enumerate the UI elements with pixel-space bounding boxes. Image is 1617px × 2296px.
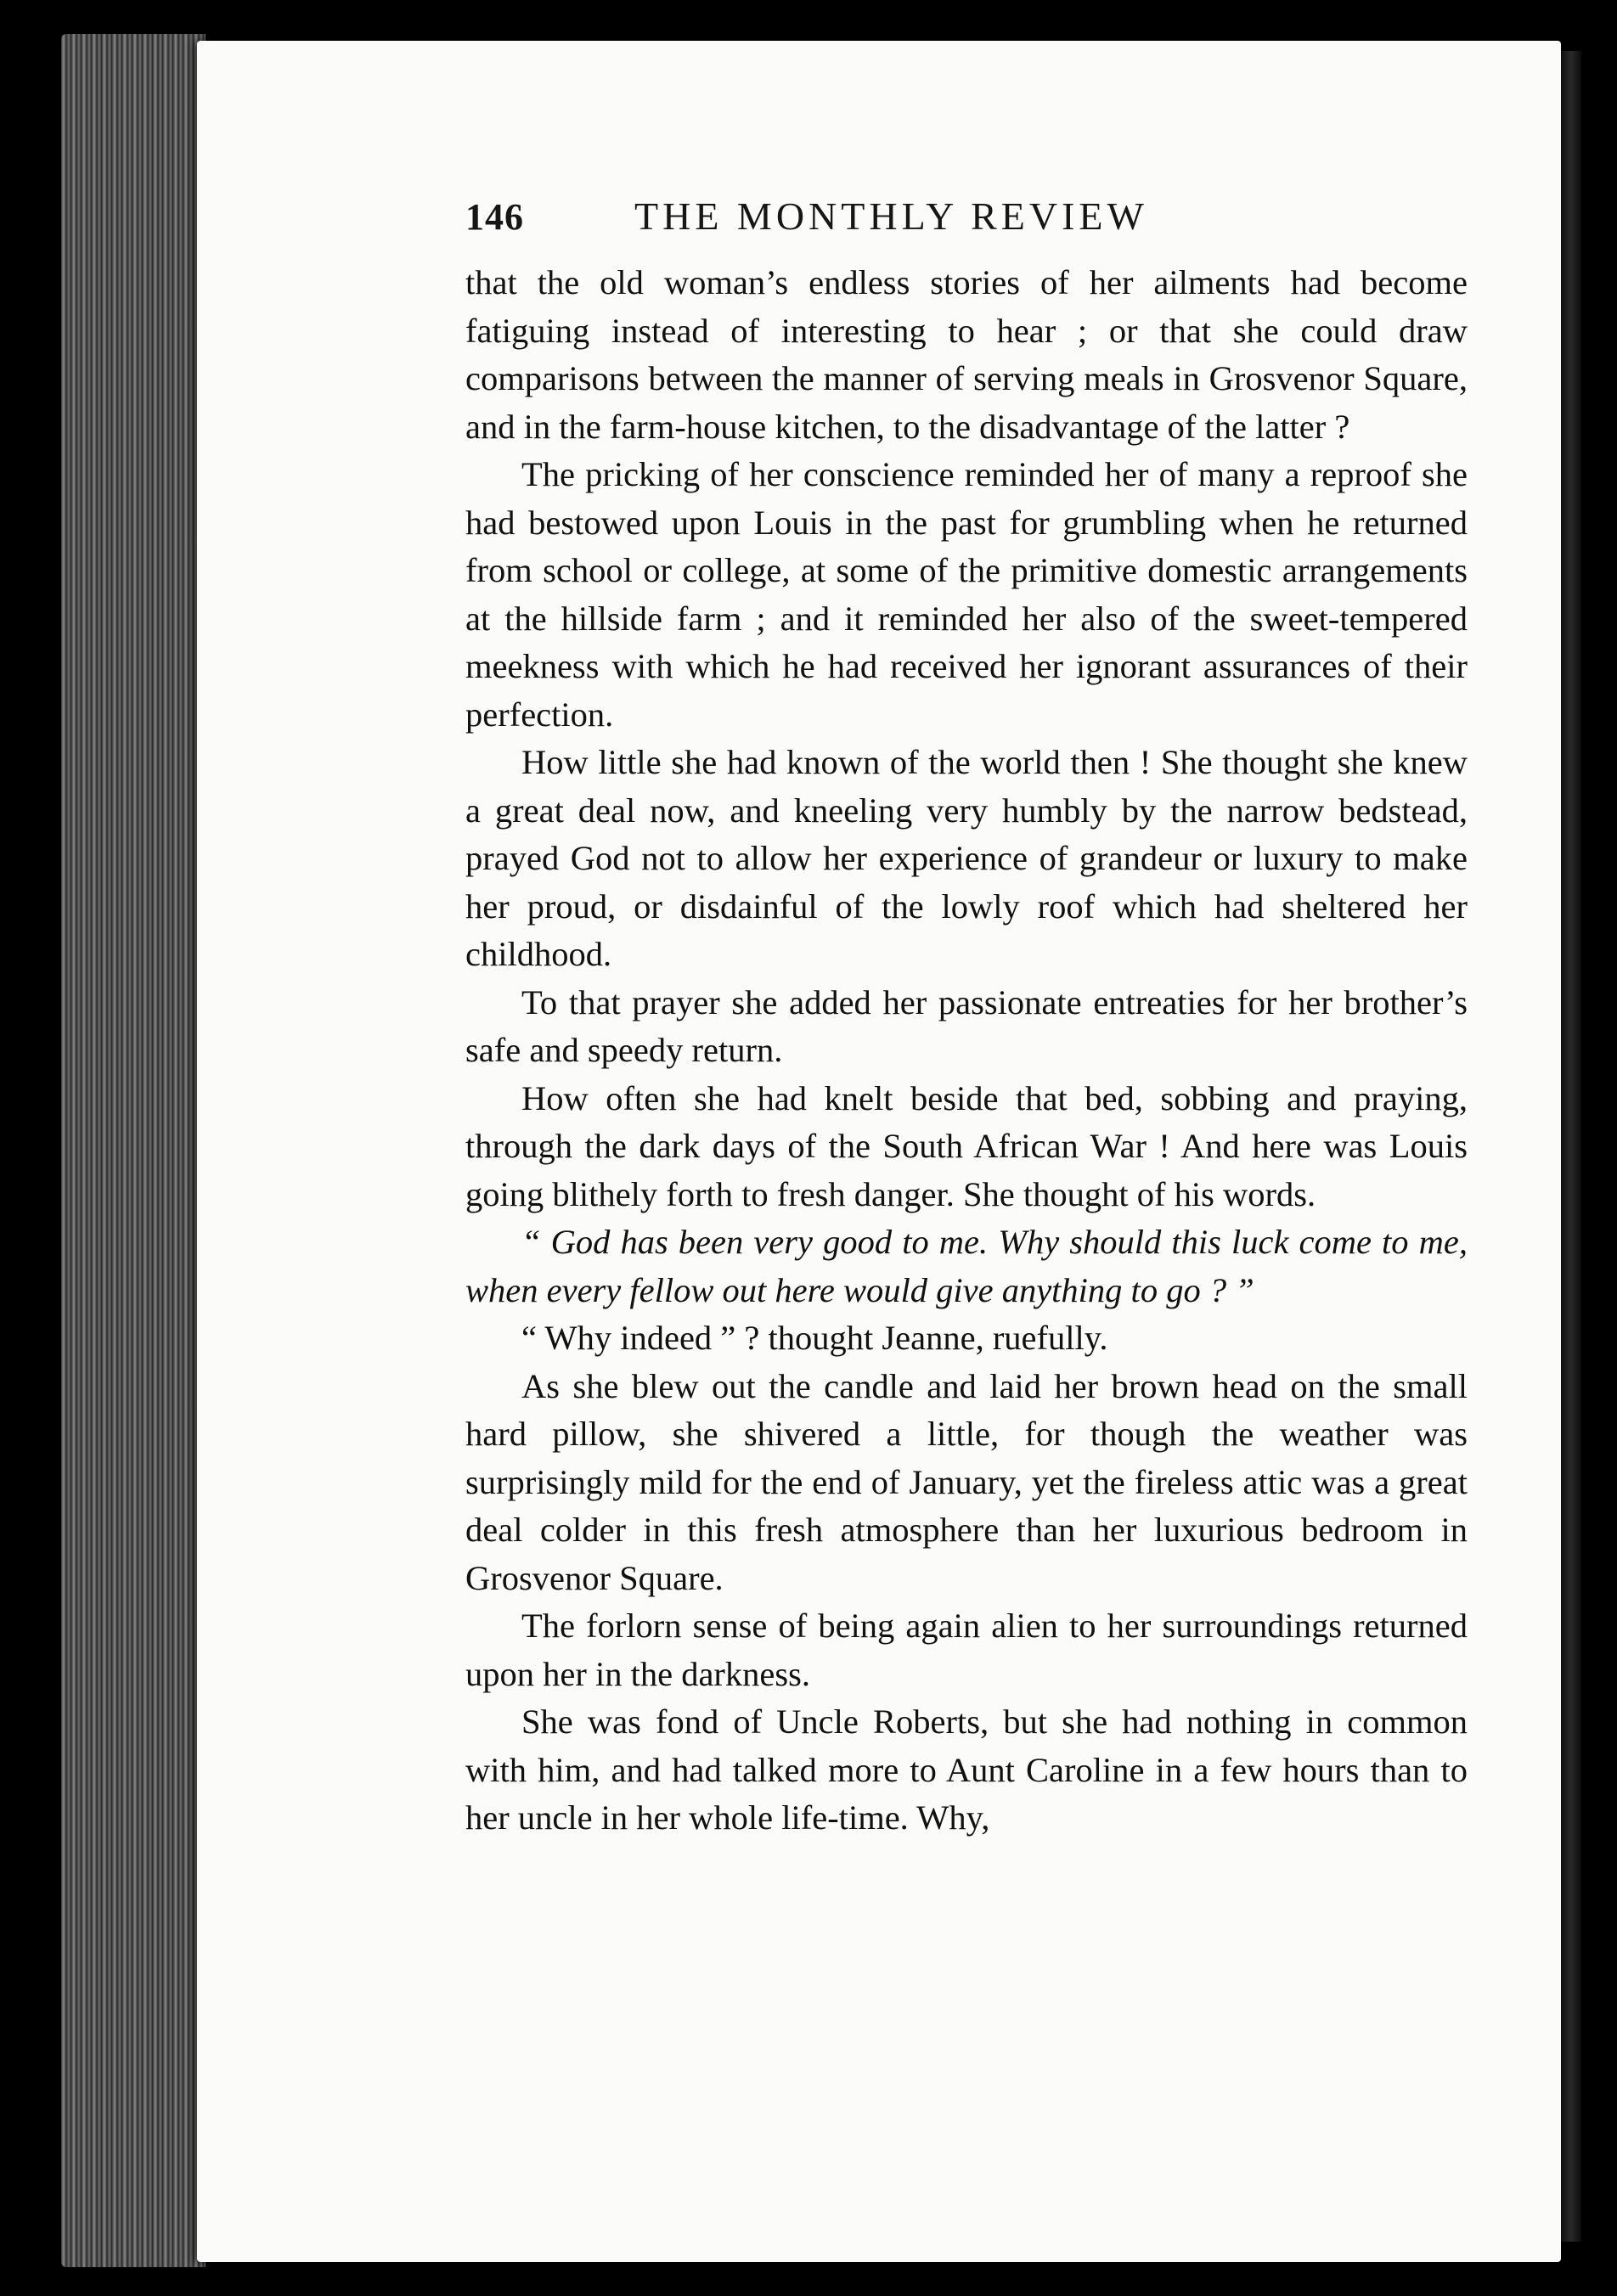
running-head xyxy=(465,194,1257,253)
paragraph: How often she had knelt beside that bed, sobbing and praying, through the dark days of the South African War ! And here was Louis going blithely forth to fresh danger. She thought of his words. xyxy=(465,1078,1468,1213)
body-text xyxy=(465,259,1468,1843)
journal-title: THE MONTHLY REVIEW xyxy=(634,194,1148,238)
paragraph: The forlorn sense of being again alien to her surroundings returned upon her in the darkness. xyxy=(465,1607,1468,1693)
book-page-edges xyxy=(61,34,206,2267)
quoted-letter-paragraph: “ God has been very good to me. Why should this luck come to me, when every fellow out here would give anything to go ? ” xyxy=(465,1223,1468,1309)
paragraph: that the old woman’s endless stories of her ailments had become fatiguing instead of interesting to hear ; or that she could draw comparisons between the manner of serving meals in Grosvenor Square, and in the farm-house kitchen, to the disadvantage of the latter ? xyxy=(465,263,1468,446)
book-binding-edge xyxy=(1561,51,1581,2242)
paragraph: She was fond of Uncle Roberts, but she had nothing in common with him, and had talked more to Aunt Caroline in a few hours than to her uncle in her whole life-time. Why, xyxy=(465,1702,1468,1837)
paragraph: The pricking of her conscience reminded her of many a reproof she had bestowed upon Louis in the past for grumbling when he returned from school or college, at some of the primitive domestic arrangements at the hillside farm ; and it reminded her also of the sweet-tempered meekness with which he had received her ignorant assurances of their perfection. xyxy=(465,455,1468,734)
paragraph: To that prayer she added her passionate entreaties for her brother’s safe and speedy return. xyxy=(465,982,1468,1069)
page-number: 146 xyxy=(465,196,524,238)
paragraph: As she blew out the candle and laid her brown head on the small hard pillow, she shivered a little, for though the weather was surprisingly mild for the end of January, yet the fireless attic was a great deal colder in this fresh atmosphere than her luxurious bedroom in Grosvenor Square. xyxy=(465,1366,1468,1597)
paragraph: How little she had known of the world then ! She thought she knew a great deal now, and kneeling very humbly by the narrow bedstead, prayed God not to allow her experience of grandeur or luxury to make her proud, or disdainful of the lowly roof which had sheltered her childhood. xyxy=(465,743,1468,973)
paragraph: “ Why indeed ” ? thought Jeanne, ruefully. xyxy=(521,1319,1108,1357)
